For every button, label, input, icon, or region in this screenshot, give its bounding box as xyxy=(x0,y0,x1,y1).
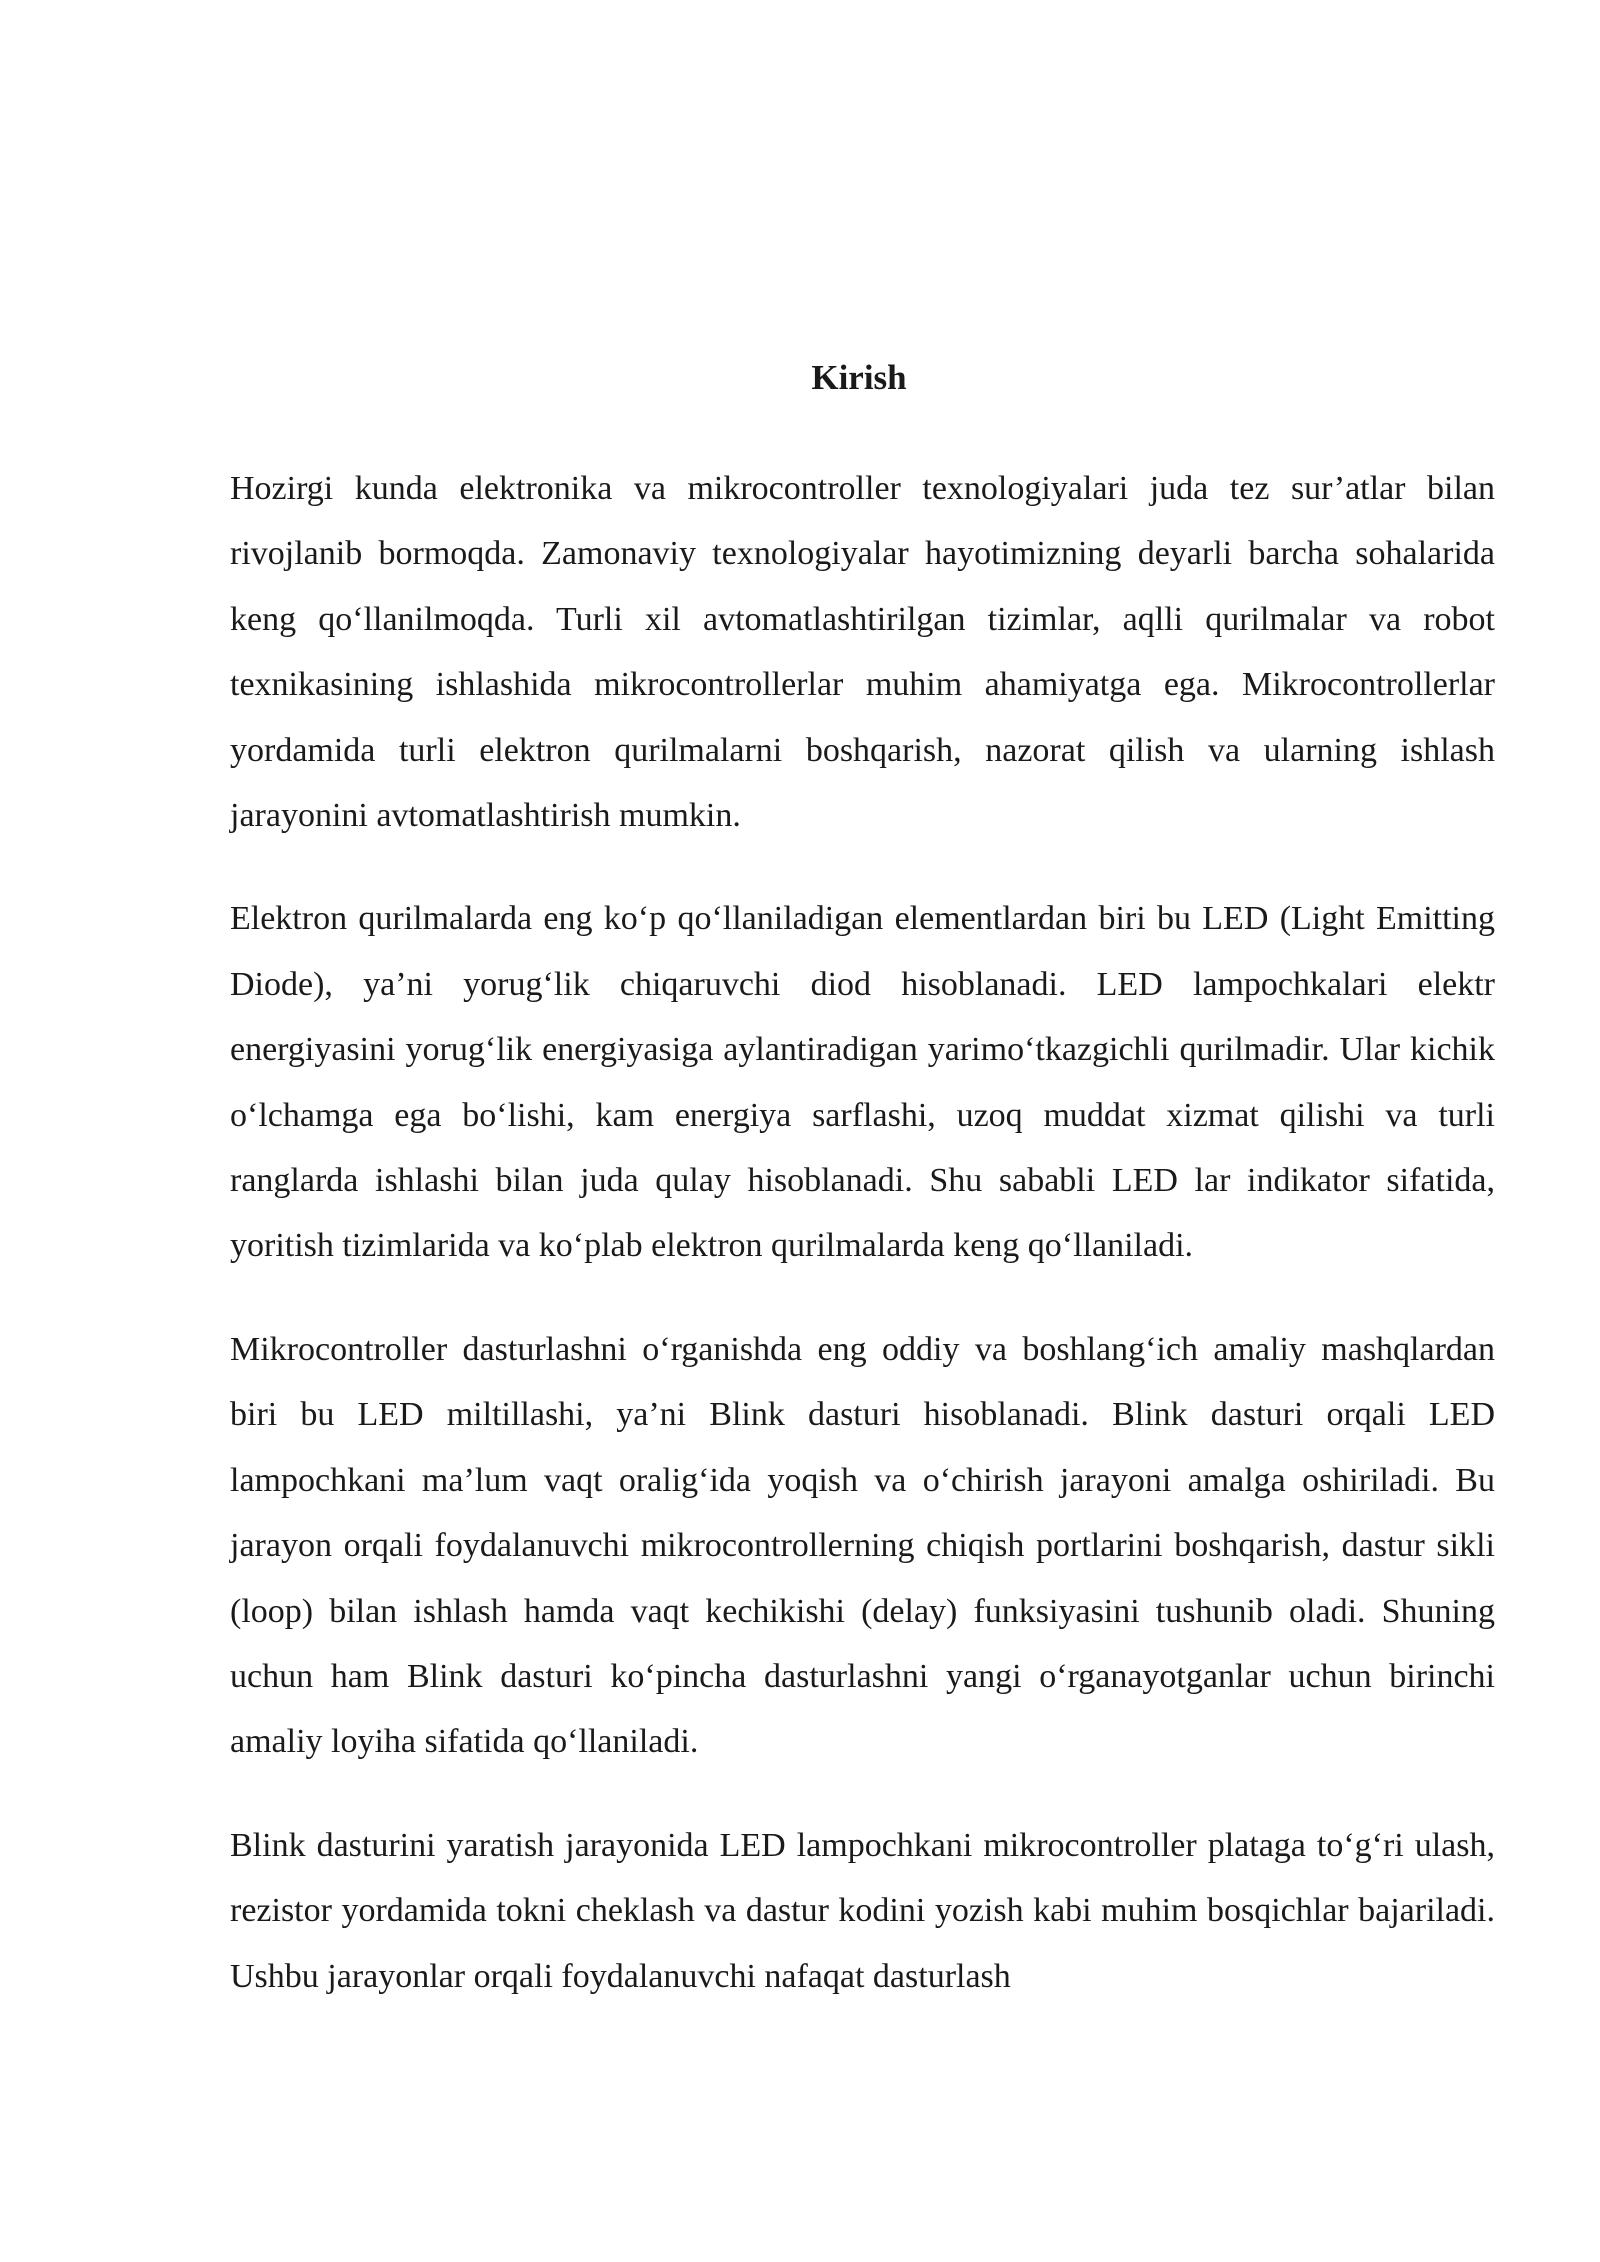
paragraph-2: Elektron qurilmalarda eng ko‘p qo‘llaniladigan elementlardan biri bu LED (Light Emitting Diode), ya’ni yorug‘lik chiqaruvchi diod hisoblanadi. LED lampochkalari elektr energiyasini yorug‘lik energiyasiga aylantiradigan yarimo‘tkazgichli qurilmadir. Ular kichik o‘lchamga ega bo‘lishi, kam energiya sarflashi, uzoq muddat xizmat qilishi va turli ranglarda ishlashi bilan juda qulay hisoblanadi. Shu sababli LED lar indikator sifatida, yoritish tizimlarida va ko‘plab elektron qurilmalarda keng qo‘llaniladi. xyxy=(230,900,1495,1265)
paragraph-4: Blink dasturini yaratish jarayonida LED lampochkani mikrocontroller plataga to‘g‘ri ulash, rezistor yordamida tokni cheklash va dastur kodini yozish kabi muhim bosqichlar bajariladi. Ushbu jarayonlar orqali foydalanuvchi nafaqat dasturlash xyxy=(230,1826,1495,1995)
paragraph-1: Hozirgi kunda elektronika va mikrocontroller texnologiyalari juda tez sur’atlar bilan rivojlanib bormoqda. Zamonaviy texnologiyalar hayotimizning deyarli barcha sohalarida keng qo‘llanilmoqda. Turli xil avtomatlashtirilgan tizimlar, aqlli qurilmalar va robot texnikasining ishlashida mikrocontrollerlar muhim ahamiyatga ega. Mikrocontrollerlar yordamida turli elektron qurilmalarni boshqarish, nazorat qilish va ularning ishlash jarayonini avtomatlashtirish mumkin. xyxy=(230,470,1495,835)
document-body xyxy=(230,456,1495,2047)
paragraph-3: Mikrocontroller dasturlashni o‘rganishda eng oddiy va boshlang‘ich amaliy mashqlardan biri bu LED miltillashi, ya’ni Blink dasturi hisoblanadi. Blink dasturi orqali LED lampochkani ma’lum vaqt oralig‘ida yoqish va o‘chirish jarayoni amalga oshiriladi. Bu jarayon orqali foydalanuvchi mikrocontrollerning chiqish portlarini boshqarish, dastur sikli (loop) bilan ishlash hamda vaqt kechikishi (delay) funksiyasini tushunib oladi. Shuning uchun ham Blink dasturi ko‘pincha dasturlashni yangi o‘rganayotganlar uchun birinchi amaliy loyiha sifatida qo‘llaniladi. xyxy=(230,1330,1495,1761)
section-title: Kirish xyxy=(811,358,907,397)
